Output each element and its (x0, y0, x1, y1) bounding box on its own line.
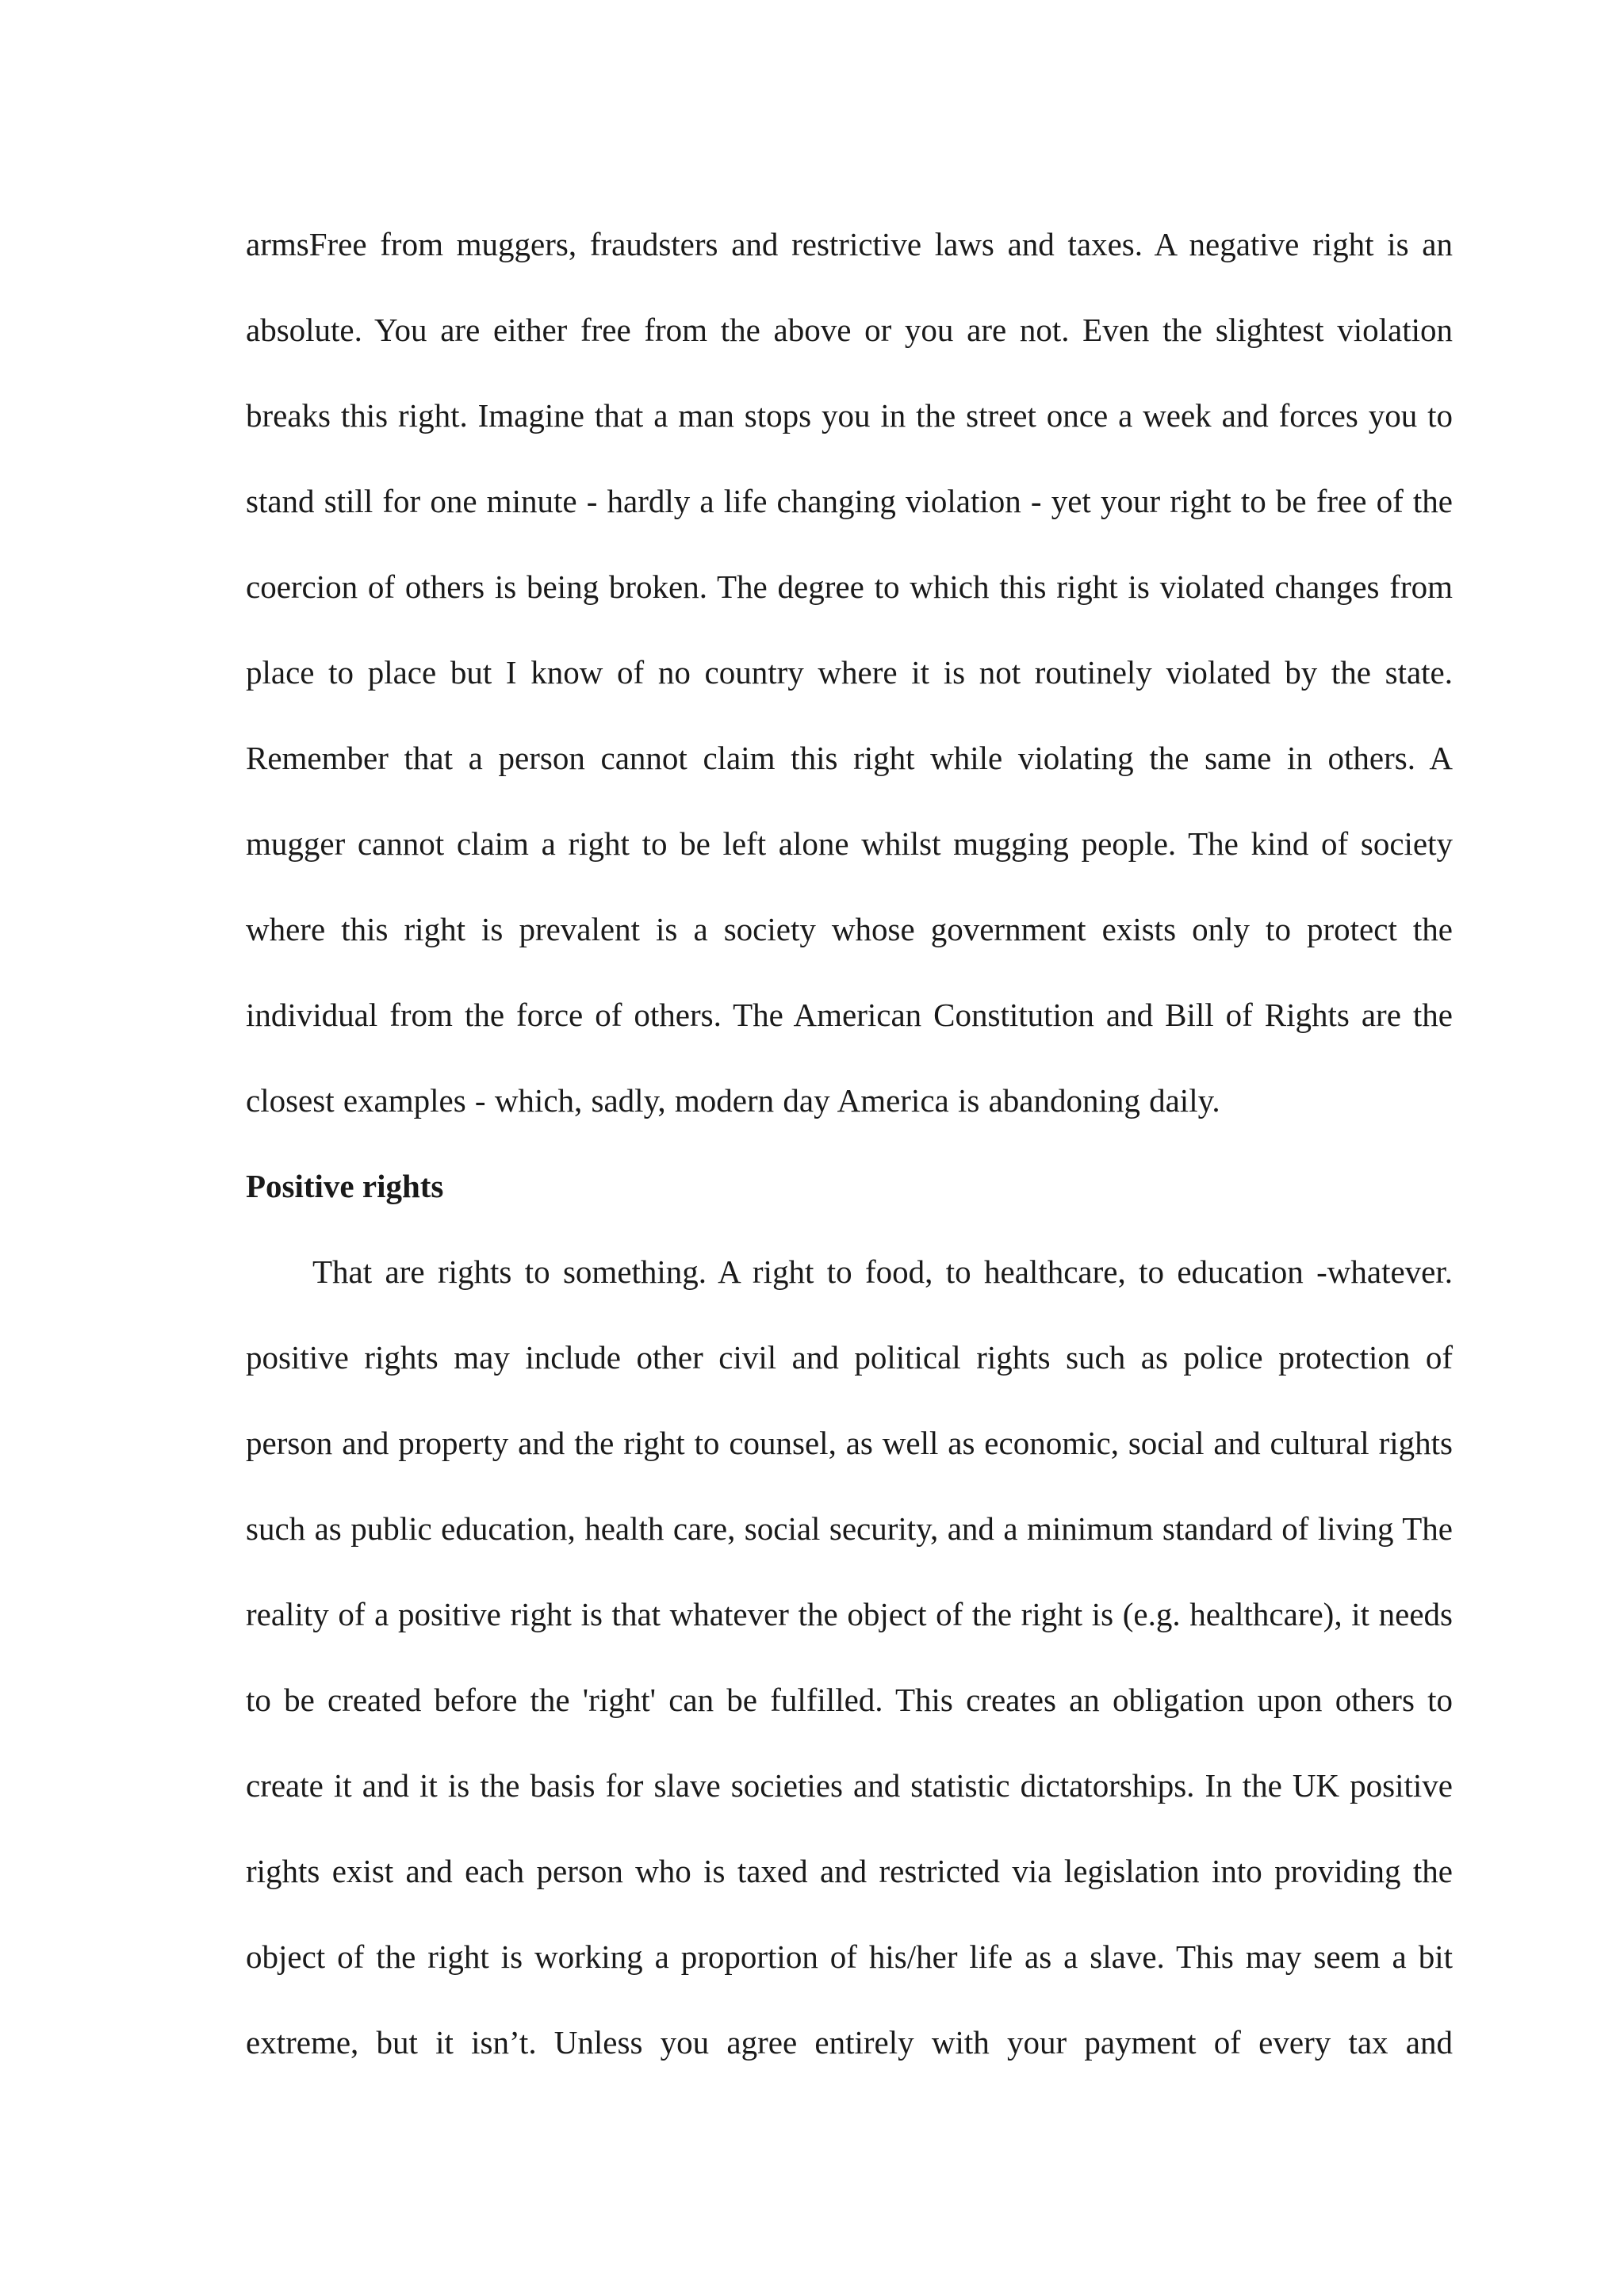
text-line: create it and it is the basis for slave societies and statistic dictatorships. In the UK positive (246, 1767, 1453, 1804)
text-line: absolute. You are either free from the above or you are not. Even the slightest violation (246, 312, 1453, 348)
document-body (246, 201, 1453, 2085)
text-line: where this right is prevalent is a society whose government exists only to protect the (246, 911, 1453, 947)
section-heading: Positive rights (246, 1168, 444, 1204)
text-line: coercion of others is being broken. The degree to which this right is violated changes from (246, 568, 1453, 605)
text-line: reality of a positive right is that whatever the object of the right is (e.g. healthcare), it needs (246, 1596, 1453, 1632)
text-line: mugger cannot claim a right to be left alone whilst mugging people. The kind of society (246, 825, 1453, 862)
text-line: extreme, but it isn’t. Unless you agree entirely with your payment of every tax and (246, 2024, 1453, 2061)
text-line: to be created before the 'right' can be fulfilled. This creates an obligation upon others to (246, 1682, 1453, 1718)
text-line: individual from the force of others. The American Constitution and Bill of Rights are the (246, 997, 1453, 1033)
text-line: positive rights may include other civil and political rights such as police protection of (246, 1339, 1453, 1376)
text-line: place to place but I know of no country where it is not routinely violated by the state. (246, 654, 1453, 691)
text-line: armsFree from muggers, fraudsters and restrictive laws and taxes. A negative right is an (246, 226, 1453, 262)
text-line: object of the right is working a proportion of his/her life as a slave. This may seem a bit (246, 1938, 1453, 1975)
text-line: stand still for one minute - hardly a life changing violation - yet your right to be free of the (246, 483, 1453, 519)
paragraph-positive-rights (246, 1229, 1453, 2085)
text-line: closest examples - which, sadly, modern day America is abandoning daily. (246, 1082, 1220, 1119)
text-line: That are rights to something. A right to food, to healthcare, to education -whatever. (312, 1253, 1453, 1290)
text-line: person and property and the right to counsel, as well as economic, social and cultural rights (246, 1425, 1453, 1461)
paragraph-negative-rights-continued (246, 201, 1453, 1143)
text-line: breaks this right. Imagine that a man stops you in the street once a week and forces you to (246, 397, 1453, 434)
text-line: such as public education, health care, social security, and a minimum standard of living The (246, 1510, 1453, 1547)
text-line: rights exist and each person who is taxed and restricted via legislation into providing the (246, 1853, 1453, 1889)
text-line: Remember that a person cannot claim this right while violating the same in others. A (246, 740, 1453, 776)
